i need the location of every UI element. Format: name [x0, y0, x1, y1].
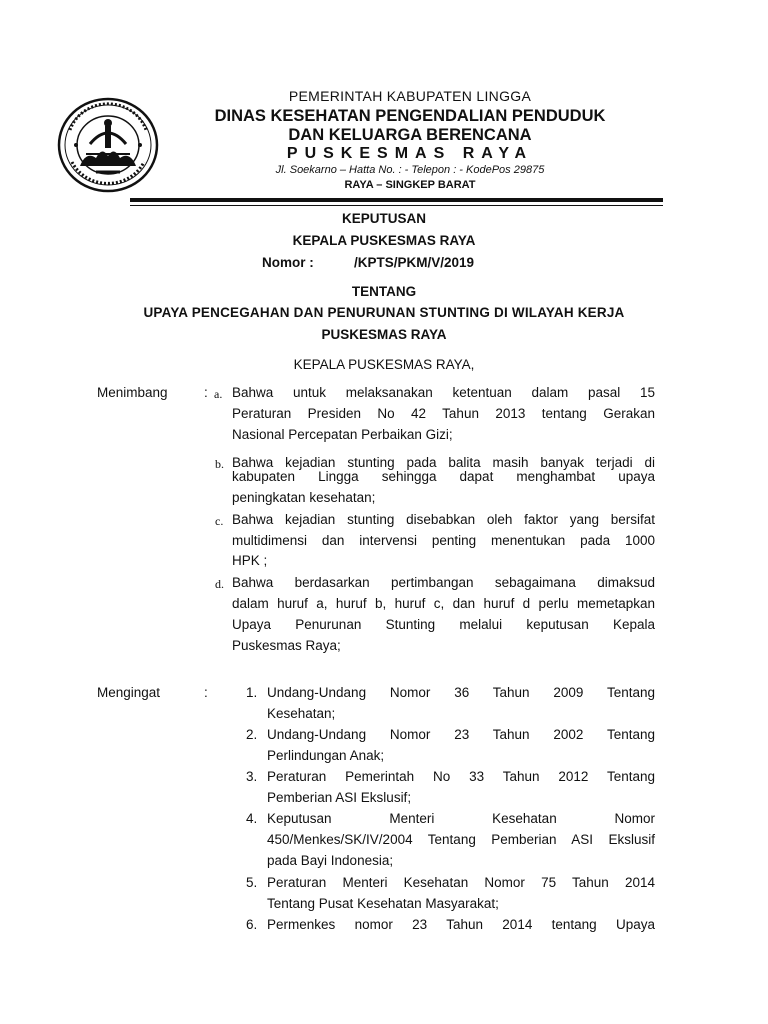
- letterhead-divider-thin: [130, 205, 663, 206]
- menimbang-b-line2: kabupaten Lingga sehingga dapat menghambat upaya: [232, 469, 655, 484]
- mengingat-5-line1: Peraturan Menteri Kesehatan Nomor 75 Tahun 2014: [267, 875, 655, 890]
- mengingat-5-line2: Tentang Pusat Kesehatan Masyarakat;: [267, 896, 499, 911]
- menimbang-d-line1: Bahwa berdasarkan pertimbangan sebagaimana dimaksud: [232, 575, 655, 590]
- menimbang-a-line2: Peraturan Presiden No 42 Tahun 2013 tentang Gerakan: [232, 406, 655, 421]
- decree-heading: KEPUTUSAN: [341, 211, 426, 226]
- tentang-heading: TENTANG: [351, 284, 417, 299]
- mengingat-4-line1: Keputusan Menteri Kesehatan Nomor: [267, 811, 655, 826]
- facility-address: Jl. Soekarno – Hatta No. : - Telepon : - KodePos 29875: [275, 164, 545, 176]
- decree-number-value: /KPTS/PKM/V/2019: [354, 255, 475, 270]
- decree-subject-line1: UPAYA PENCEGAHAN DAN PENURUNAN STUNTING DI WILAYAH KERJA: [143, 305, 625, 320]
- menimbang-c-line3: HPK ;: [232, 553, 268, 568]
- menimbang-a-line3: Nasional Percepatan Perbaikan Gizi;: [232, 427, 453, 442]
- menimbang-c-line1: Bahwa kejadian stunting disebabkan oleh faktor yang bersifat: [232, 512, 655, 527]
- mengingat-num-1: 1.: [246, 685, 258, 700]
- menimbang-marker-b: b.: [215, 457, 224, 471]
- decree-issuer-heading: KEPALA PUSKESMAS RAYA: [292, 233, 476, 248]
- mengingat-num-4: 4.: [246, 811, 258, 826]
- decree-subject-line2: PUSKESMAS RAYA: [321, 327, 447, 342]
- agency-name-line2: DAN KELUARGA BERENCANA: [288, 126, 532, 144]
- decree-number-label: Nomor :: [262, 255, 314, 270]
- menimbang-colon: :: [204, 385, 208, 400]
- mengingat-colon: :: [204, 685, 208, 700]
- letterhead-divider-thick: [130, 198, 663, 202]
- facility-city: RAYA – SINGKEP BARAT: [344, 179, 476, 191]
- mengingat-num-2: 2.: [246, 727, 258, 742]
- mengingat-6-line1: Permenkes nomor 23 Tahun 2014 tentang Upaya: [267, 917, 655, 932]
- mengingat-3-line2: Pemberian ASI Ekslusif;: [267, 790, 412, 805]
- issuer-statement: KEPALA PUSKESMAS RAYA,: [293, 357, 475, 372]
- agency-name-line1: DINAS KESEHATAN PENGENDALIAN PENDUDUK: [214, 107, 606, 125]
- menimbang-d-line3: Upaya Penurunan Stunting melalui keputusan Kepala: [232, 617, 655, 632]
- menimbang-marker-c: c.: [215, 514, 224, 528]
- mengingat-3-line1: Peraturan Pemerintah No 33 Tahun 2012 Tentang: [267, 769, 655, 784]
- menimbang-marker-d: d.: [215, 577, 224, 591]
- mengingat-1-line2: Kesehatan;: [267, 706, 336, 721]
- mengingat-4-line3: pada Bayi Indonesia;: [267, 853, 394, 868]
- menimbang-b-line3: peningkatan kesehatan;: [232, 490, 376, 505]
- menimbang-label: Menimbang: [97, 385, 168, 400]
- mengingat-4-line2: 450/Menkes/SK/IV/2004 Tentang Pemberian ASI Ekslusif: [267, 832, 655, 847]
- kabupaten-lingga-crest-icon: [56, 96, 160, 194]
- mengingat-num-6: 6.: [246, 917, 258, 932]
- menimbang-d-line4: Puskesmas Raya;: [232, 638, 341, 653]
- mengingat-2-line1: Undang-Undang Nomor 23 Tahun 2002 Tentang: [267, 727, 655, 742]
- mengingat-num-5: 5.: [246, 875, 258, 890]
- mengingat-label: Mengingat: [97, 685, 161, 700]
- menimbang-c-line2: multidimensi dan intervensi penting menentukan pada 1000: [232, 533, 655, 548]
- mengingat-1-line1: Undang-Undang Nomor 36 Tahun 2009 Tentang: [267, 685, 655, 700]
- facility-name: PUSKESMAS RAYA: [286, 145, 534, 162]
- menimbang-a-line1: Bahwa untuk melaksanakan ketentuan dalam pasal 15: [232, 385, 655, 400]
- menimbang-d-line2: dalam huruf a, huruf b, huruf c, dan huruf d perlu memetapkan: [232, 596, 655, 611]
- menimbang-marker-a: a.: [214, 387, 223, 401]
- mengingat-2-line2: Perlindungan Anak;: [267, 748, 385, 763]
- mengingat-num-3: 3.: [246, 769, 258, 784]
- menimbang-b-line1: Bahwa kejadian stunting pada balita masih banyak terjadi di: [232, 455, 655, 470]
- government-name: PEMERINTAH KABUPATEN LINGGA: [288, 88, 532, 104]
